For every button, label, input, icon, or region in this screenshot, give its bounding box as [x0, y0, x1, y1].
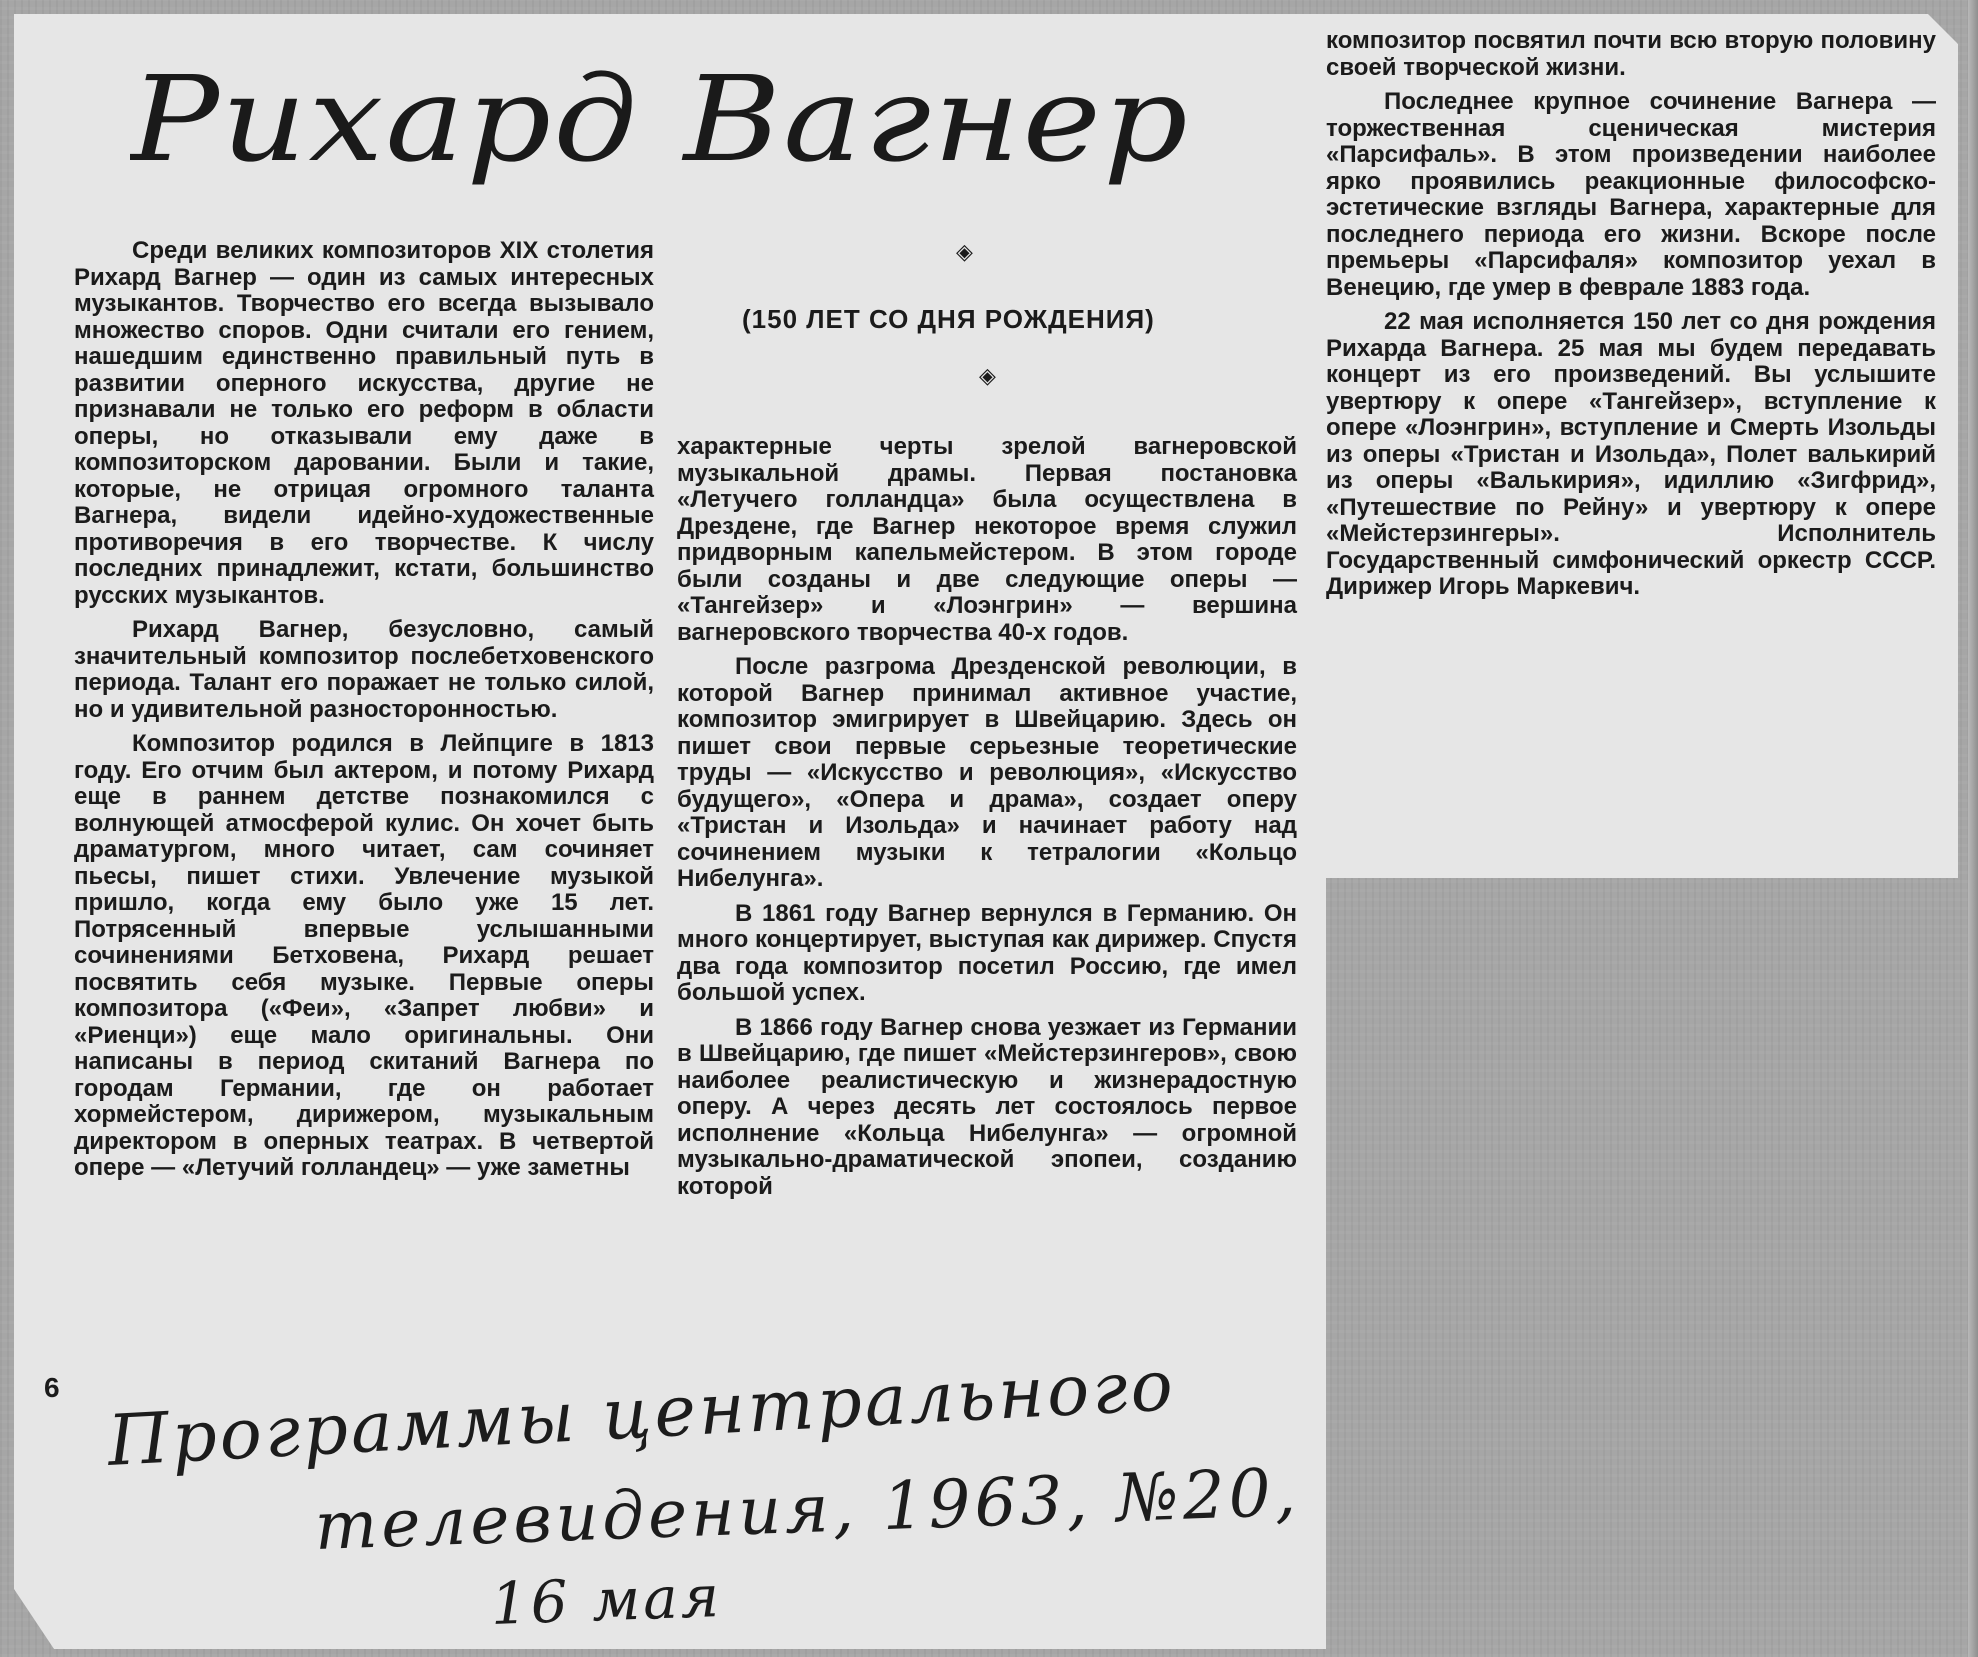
ornament-diamond-icon: ◈: [979, 364, 996, 389]
article-column-2: [677, 434, 1297, 1208]
article-subheading: (150 ЛЕТ СО ДНЯ РОЖДЕНИЯ): [742, 304, 1155, 334]
article-headline: [130, 40, 1200, 190]
paragraph: В 1866 году Вагнер снова уезжает из Германии в Швейцарию, где пишет «Мейстерзингеров», свою наиболее реалистическую и жизнерадостную оперу. А через десять лет состоялось первое исполнение «Кольца Нибелунга» — огромной музыкально-драматической эпопеи, созданию которой: [677, 1013, 1297, 1200]
article-column-3: [1326, 28, 1936, 609]
headline-script-svg: [130, 40, 1200, 190]
paragraph: характерные черты зрелой вагнеровской музыкальной драмы. Первая постановка «Летучего голландца» была осуществлена в Дрездене, где Вагнер некоторое время служил придворным капельмейстером. В этом городе были созданы и две следующие оперы — «Тангейзер» и «Лоэнгрин» — вершина вагнеровского творчества 40-х годов.: [677, 433, 1297, 646]
handwritten-source-line-3: 16 мая: [489, 1561, 724, 1638]
ornament-diamond-icon: ◈: [956, 240, 973, 265]
paragraph: Среди великих композиторов XIX столетия Рихард Вагнер — один из самых интересных музыкантов. Творчество его всегда вызывало множество споров. Одни считали его гением, нашедшим единственно правильный путь в развитии оперного искусства, другие не признавали не только его реформ в области оперы, но отказывали ему даже в композиторском даровании. Были и такие, которые, не отрицая огромного таланта Вагнера, видели идейно-художественные противоречия в его творчестве. К числу последних принадлежит, кстати, большинство русских музыкантов.: [74, 237, 654, 609]
article-column-1: [74, 238, 654, 1190]
handwritten-source-line-1: Программы центрального: [105, 1344, 1178, 1482]
headline-text: Рихард Вагнер: [130, 50, 1191, 188]
paragraph: композитор посвятил почти всю вторую половину своей творческой жизни.: [1326, 27, 1936, 81]
handwritten-source-line-2: телевидения, 1963, №20,: [313, 1453, 1301, 1565]
page-number: 6: [44, 1372, 60, 1403]
paragraph: В 1861 году Вагнер вернулся в Германию. Он много концертирует, выступая как дирижер. Спустя два года композитор посетил Россию, где имел большой успех.: [677, 899, 1297, 1006]
album-page-edge: [1968, 0, 1978, 1657]
paragraph: Композитор родился в Лейпциге в 1813 году. Его отчим был актером, и потому Рихард еще в раннем детстве познакомился с волнующей атмосферой кулис. Он хочет быть драматургом, много читает, сам сочиняет пьесы, пишет стихи. Увлечение музыкой пришло, когда ему было уже 15 лет. Потрясенный впервые услышанными сочинениями Бетховена, Рихард решает посвятить себя музыке. Первые оперы композитора («Феи», «Запрет любви» и «Риенци») еще мало оригинальны. Они написаны в период скитаний Вагнера по городам Германии, где он работает хормейстером, дирижером, музыкальным директором в оперных театрах. В четвертой опере — «Летучий голландец» — уже заметны: [74, 730, 654, 1181]
paragraph: 22 мая исполняется 150 лет со дня рождения Рихарда Вагнера. 25 мая мы будем передавать концерт из его произведений. Вы услышите увертюру к опере «Тангейзер», вступление к опере «Лоэнгрин», вступление и Смерть Изольды из оперы «Тристан и Изольда», Полет валькирий из оперы «Валькирия», идиллию «Зигфрид», «Путешествие по Рейну» и увертюру к опере «Мейстерзингеры». Исполнитель Государственный симфонический оркестр СССР. Дирижер Игорь Маркевич.: [1326, 308, 1936, 600]
paragraph: Последнее крупное сочинение Вагнера — торжественная сценическая мистерия «Парсифаль». В этом произведении наиболее ярко проявились реакционные философско-эстетические взгляды Вагнера, характерные для последнего периода его жизни. Вскоре после премьеры «Парсифаля» композитор уехал в Венецию, где умер в феврале 1883 года.: [1326, 88, 1936, 301]
paragraph: После разгрома Дрезденской революции, в которой Вагнер принимал активное участие, композитор эмигрирует в Швейцарию. Здесь он пишет свои первые серьезные теоретические труды — «Искусство и революция», «Искусство будущего», «Опера и драма», создает оперу «Тристан и Изольда» и начинает работу над сочинением музыки к тетралогии «Кольцо Нибелунга».: [677, 653, 1297, 892]
paragraph: Рихард Вагнер, безусловно, самый значительный композитор послебетховенского периода. Талант его поражает не только силой, но и удивительной разносторонностью.: [74, 616, 654, 723]
